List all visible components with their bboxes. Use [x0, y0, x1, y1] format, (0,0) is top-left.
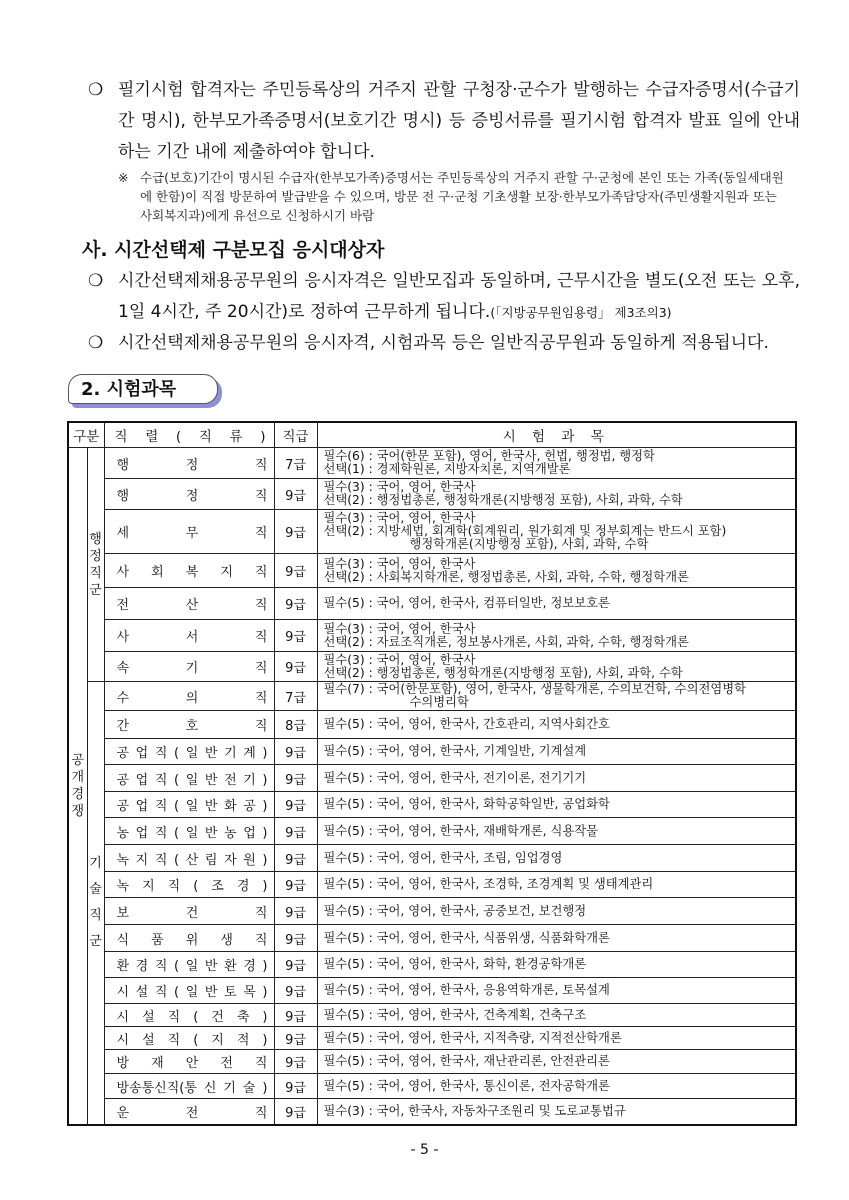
header-grade: 직급 — [274, 422, 317, 448]
table-row — [68, 898, 796, 925]
subgroup-cell — [87, 448, 104, 682]
job-cell — [104, 898, 274, 925]
subject-line: 필수(5) : 국어, 영어, 한국사, 조림, 임업경영 — [323, 850, 563, 865]
grade-cell: 9급 — [274, 792, 317, 818]
table-row — [68, 510, 796, 554]
job-name: 전 산 직 — [116, 598, 268, 613]
job-cell — [104, 479, 274, 510]
subjects-cell — [317, 1050, 796, 1074]
job-cell — [104, 620, 274, 652]
grade-cell: 8급 — [274, 711, 317, 739]
paragraph-text: 필기시험 합격자는 주민등록상의 거주지 관할 구청장·군수가 발행하는 수급자증명서(수급기간 명시), 한부모가족증명서(보호기간 명시) 등 증빙서류를 필기시험 합격자 발표 일에 안내하는 기간 내에 제출하여야 합니다. — [118, 80, 800, 162]
job-name: 사 회 복 지 직 — [116, 565, 268, 580]
table-row — [68, 652, 796, 682]
job-name: 운 전 직 — [116, 1105, 268, 1121]
subjects-cell — [317, 479, 796, 510]
grade-cell: 9급 — [274, 1050, 317, 1074]
subject-line: 필수(3) : 국어, 영어, 한국사 — [323, 480, 476, 494]
subjects-cell — [317, 792, 796, 818]
subjects-cell — [317, 845, 796, 872]
subject-line: 선택(2) : 자료조직개론, 정보봉사개론, 사회, 과학, 수학, 행정학개론 — [323, 634, 689, 649]
grade-cell: 9급 — [274, 845, 317, 872]
grade-cell: 9급 — [274, 952, 317, 978]
job-cell — [104, 682, 274, 711]
job-name: 방송통신직(통 신 기 술 ) — [116, 1080, 268, 1096]
job-name: 행 정 직 — [116, 457, 268, 473]
job-cell — [104, 448, 274, 479]
subjects-cell — [317, 1027, 796, 1050]
job-cell — [104, 818, 274, 845]
job-cell — [104, 652, 274, 682]
group-cell — [68, 448, 87, 1125]
paragraph-certificate — [88, 75, 800, 168]
job-name: 시 설 직 ( 일 반 토 목 ) — [116, 985, 268, 1000]
subjects-cell — [317, 898, 796, 925]
subjects-cell — [317, 872, 796, 898]
grade-cell: 9급 — [274, 479, 317, 510]
subject-line: 선택(2) : 지방세법, 회계학(회계원리, 원가회계 및 정부회계는 반드시 포함) — [323, 524, 727, 538]
subjects-cell — [317, 739, 796, 765]
table-row — [68, 1027, 796, 1050]
subject-line: 필수(3) : 국어, 영어, 한국사 — [323, 621, 476, 636]
paragraph-part-time — [88, 266, 800, 328]
job-cell — [104, 1004, 274, 1027]
subjects-cell — [317, 765, 796, 792]
subject-line: 행정학개론(지방행정 포함), 사회, 과학, 수학 — [409, 537, 649, 551]
table-row — [68, 554, 796, 588]
job-cell — [104, 872, 274, 898]
reference-mark-icon: ※ — [118, 170, 129, 185]
table-row — [68, 1099, 796, 1125]
job-cell — [104, 1050, 274, 1074]
subject-line: 필수(5) : 국어, 영어, 한국사, 응용역학개론, 토목설계 — [323, 983, 610, 997]
job-cell — [104, 588, 274, 620]
subject-line: 필수(5) : 국어, 영어, 한국사, 기계일반, 기계설계 — [323, 744, 587, 758]
subjects-cell — [317, 1099, 796, 1125]
table-row — [68, 925, 796, 952]
job-name: 행 정 직 — [116, 488, 268, 504]
subject-line: 필수(6) : 국어(한문 포함), 영어, 한국사, 헌법, 행정법, 행정학 — [323, 449, 655, 463]
subject-line: 필수(3) : 국어, 한국사, 자동차구조원리 및 도로교통법규 — [323, 1103, 626, 1118]
grade-cell: 9급 — [274, 1074, 317, 1099]
grade-cell: 7급 — [274, 682, 317, 711]
header-category: 구분 — [68, 422, 104, 448]
job-name: 공 업 직 ( 일 반 화 공 ) — [116, 799, 268, 814]
subject-line: 필수(5) : 국어, 영어, 한국사, 재배학개론, 식용작물 — [323, 823, 598, 838]
page-number: - 5 - — [410, 1142, 439, 1158]
job-name: 시 설 직 ( 지 적 ) — [116, 1032, 268, 1048]
grade-cell: 9급 — [274, 510, 317, 554]
table-row — [68, 952, 796, 978]
subject-line: 필수(5) : 국어, 영어, 한국사, 컴퓨터일반, 정보보호론 — [323, 596, 610, 610]
note-text: 수급(보호)기간이 명시된 수급자(한부모가족)증명서는 주민등록상의 거주지 관할 구·군청에 본인 또는 가족(동일세대원에 한함)이 직접 방문하여 발급받을 수 있으며, 방문 전 구·군청 기초생활 보장·한부모가족담당자(주민생활지원과 또는 사회복지과)에게 유선으로 신청하시기 바람 — [140, 170, 784, 223]
subjects-cell — [317, 1074, 796, 1099]
job-name: 수 의 직 — [116, 690, 268, 706]
job-cell — [104, 978, 274, 1004]
subjects-cell — [317, 1004, 796, 1027]
grade-cell: 9급 — [274, 818, 317, 845]
job-name: 녹 지 직 ( 조 경 ) — [116, 879, 268, 894]
subjects-cell — [317, 652, 796, 682]
legal-reference: (「지방공무원임용령」 제3조의3) — [490, 305, 672, 320]
subgroup-label: 행정직군 — [89, 531, 102, 598]
subjects-cell — [317, 588, 796, 620]
table-row — [68, 1004, 796, 1027]
grade-cell: 9급 — [274, 652, 317, 682]
job-name: 속 기 직 — [116, 661, 268, 676]
table-row — [68, 682, 796, 711]
job-name: 시 설 직 ( 건 축 ) — [116, 1009, 268, 1025]
table-row — [68, 1050, 796, 1074]
grade-cell: 9급 — [274, 620, 317, 652]
paragraph-part-time-subjects — [88, 328, 800, 359]
job-name: 세 무 직 — [116, 526, 268, 541]
subjects-cell — [317, 682, 796, 711]
subject-line: 필수(5) : 국어, 영어, 한국사, 전기이론, 전기기기 — [323, 770, 587, 785]
grade-cell: 7급 — [274, 448, 317, 479]
grade-cell: 9급 — [274, 978, 317, 1004]
job-cell — [104, 845, 274, 872]
exam-subjects-table — [67, 421, 797, 1126]
subject-line: 필수(5) : 국어, 영어, 한국사, 지적측량, 지적전산학개론 — [323, 1030, 622, 1045]
job-name: 식 품 위 생 직 — [116, 932, 268, 948]
subjects-cell — [317, 925, 796, 952]
table-header-row — [68, 422, 796, 448]
table-row — [68, 588, 796, 620]
subjects-cell — [317, 978, 796, 1004]
subject-line: 선택(2) : 사회복지학개론, 행정법총론, 사회, 과학, 수학, 행정학개론 — [323, 569, 689, 584]
subject-line: 필수(5) : 국어, 영어, 한국사, 조경학, 조경계획 및 생태계관리 — [323, 877, 654, 891]
grade-cell: 9급 — [274, 588, 317, 620]
job-name: 환 경 직 ( 일 반 환 경 ) — [116, 959, 268, 974]
subject-line: 선택(2) : 행정법총론, 행정학개론(지방행정 포함), 사회, 과학, 수학 — [323, 665, 683, 680]
subject-line: 필수(5) : 국어, 영어, 한국사, 식품위생, 식품화학개론 — [323, 930, 610, 945]
subgroup-label: 기술직군 — [89, 855, 102, 949]
job-cell — [104, 1099, 274, 1125]
subject-line: 필수(5) : 국어, 영어, 한국사, 재난관리론, 안전관리론 — [323, 1054, 610, 1068]
grade-cell: 9급 — [274, 1099, 317, 1125]
subject-line: 필수(5) : 국어, 영어, 한국사, 화학공학일반, 공업화학 — [323, 797, 610, 811]
grade-cell: 9급 — [274, 872, 317, 898]
job-cell — [104, 925, 274, 952]
job-name: 방 재 안 전 직 — [116, 1056, 268, 1071]
table-row — [68, 872, 796, 898]
subjects-cell — [317, 952, 796, 978]
job-cell — [104, 554, 274, 588]
header-job: 직 렬 ( 직 류 ) — [104, 422, 274, 448]
circle-bullet-icon: ❍ — [88, 333, 104, 353]
subject-line: 필수(5) : 국어, 영어, 한국사, 건축계획, 건축구조 — [323, 1007, 587, 1022]
subgroup-cell — [87, 682, 104, 1125]
job-name: 농 업 직 ( 일 반 농 업 ) — [116, 825, 268, 841]
job-cell — [104, 1074, 274, 1099]
subjects-cell — [317, 448, 796, 479]
exam-subjects-heading: 2. 시험과목 — [68, 374, 218, 404]
subject-line: 필수(3) : 국어, 영어, 한국사 — [323, 652, 476, 667]
table-row — [68, 978, 796, 1004]
group-label: 공개경쟁 — [71, 752, 85, 819]
table-row — [68, 620, 796, 652]
job-name: 녹 지 직 ( 산 림 자 원 ) — [116, 852, 268, 868]
job-name: 보 건 직 — [116, 905, 268, 921]
job-cell — [104, 711, 274, 739]
grade-cell: 9급 — [274, 554, 317, 588]
subject-line: 수의병리학 — [409, 695, 469, 709]
job-name: 공 업 직 ( 일 반 기 계 ) — [116, 746, 268, 761]
subject-line: 필수(5) : 국어, 영어, 한국사, 화학, 환경공학개론 — [323, 957, 587, 971]
job-cell — [104, 510, 274, 554]
table-row — [68, 711, 796, 739]
grade-cell: 9급 — [274, 898, 317, 925]
subject-line: 필수(5) : 국어, 영어, 한국사, 통신이론, 전자공학개론 — [323, 1078, 610, 1093]
paragraph-text: 시간선택제채용공무원의 응시자격, 시험과목 등은 일반직공무원과 동일하게 적용됩니다. — [118, 333, 769, 353]
table-row — [68, 739, 796, 765]
subject-line: 필수(5) : 국어, 영어, 한국사, 공중보건, 보건행정 — [323, 903, 587, 918]
table-row — [68, 845, 796, 872]
job-name: 공 업 직 ( 일 반 전 기 ) — [116, 772, 268, 788]
subjects-cell — [317, 510, 796, 554]
table-row — [68, 792, 796, 818]
grade-cell: 9급 — [274, 765, 317, 792]
table-row — [68, 765, 796, 792]
grade-cell: 9급 — [274, 1004, 317, 1027]
subject-line: 선택(2) : 행정법총론, 행정학개론(지방행정 포함), 사회, 과학, 수학 — [323, 493, 683, 507]
job-name: 간 호 직 — [116, 719, 268, 734]
grade-cell: 9급 — [274, 1027, 317, 1050]
subject-line: 선택(1) : 경제학원론, 지방자치론, 지역개발론 — [323, 462, 571, 476]
table-row — [68, 448, 796, 479]
job-cell — [104, 792, 274, 818]
table-row — [68, 1074, 796, 1099]
subject-line: 필수(3) : 국어, 영어, 한국사 — [323, 556, 476, 571]
subjects-cell — [317, 818, 796, 845]
circle-bullet-icon: ❍ — [88, 271, 104, 291]
circle-bullet-icon: ❍ — [88, 80, 104, 100]
subjects-cell — [317, 711, 796, 739]
subject-line: 필수(7) : 국어(한문포함), 영어, 한국사, 생물학개론, 수의보건학, 수의전염병학 — [323, 682, 747, 696]
subjects-cell — [317, 554, 796, 588]
table-row — [68, 818, 796, 845]
job-cell — [104, 952, 274, 978]
table-row — [68, 479, 796, 510]
job-cell — [104, 739, 274, 765]
note-certificate — [118, 168, 788, 225]
header-subjects: 시 험 과 목 — [317, 422, 796, 448]
job-name: 사 서 직 — [116, 630, 268, 645]
section-title: 사. 시간선택제 구분모집 응시대상자 — [82, 239, 385, 261]
grade-cell: 9급 — [274, 925, 317, 952]
subjects-cell — [317, 620, 796, 652]
subject-line: 필수(5) : 국어, 영어, 한국사, 간호관리, 지역사회간호 — [323, 717, 610, 731]
subject-line: 필수(3) : 국어, 영어, 한국사 — [323, 511, 476, 525]
grade-cell: 9급 — [274, 739, 317, 765]
job-cell — [104, 765, 274, 792]
job-cell — [104, 1027, 274, 1050]
paragraph-text: 시간선택제채용공무원의 응시자격은 일반모집과 동일하며, 근무시간을 별도(오전 또는 오후, 1일 4시간, 주 20시간)로 정하여 근무하게 됩니다. — [118, 271, 800, 322]
